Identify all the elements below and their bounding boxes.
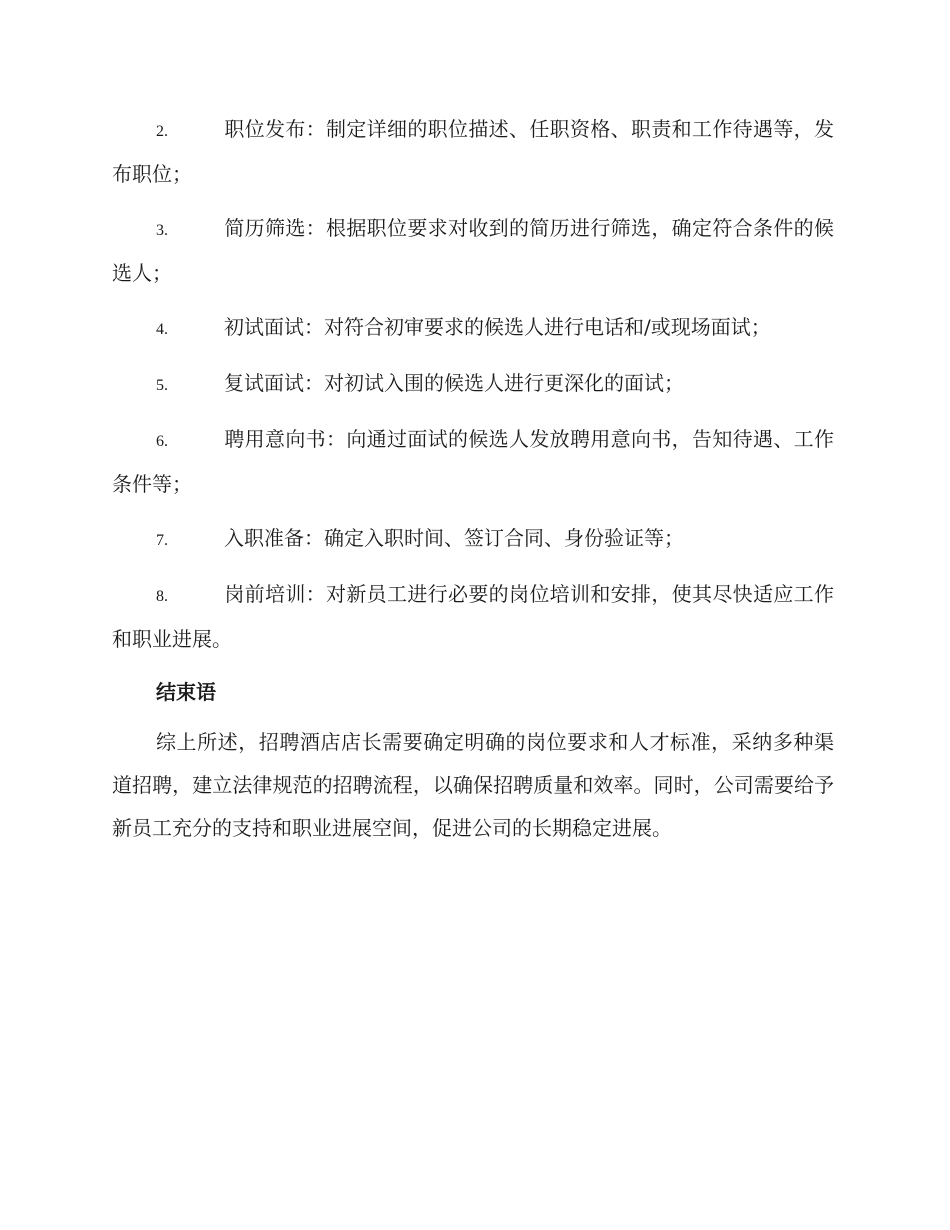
list-item-text: 岗前培训：对新员工进行必要的岗位培训和安排，使其尽快适应工作和职业进展。	[112, 582, 834, 651]
list-item	[112, 207, 834, 295]
list-item-number: 5.	[156, 377, 168, 394]
list-item	[112, 573, 834, 661]
list-item	[112, 306, 834, 351]
list-item-text: 聘用意向书：向通过面试的候选人发放聘用意向书，告知待遇、工作条件等；	[112, 427, 834, 496]
list-item	[112, 362, 834, 407]
list-item-number: 6.	[156, 433, 168, 450]
document-page	[112, 108, 834, 850]
list-item-text: 入职准备：确定入职时间、签订合同、身份验证等；	[224, 526, 684, 550]
section-heading: 结束语	[156, 680, 216, 704]
list-item-number: 4.	[156, 321, 168, 338]
list-item-text: 简历筛选：根据职位要求对收到的简历进行筛选，确定符合条件的候选人；	[112, 216, 834, 285]
list-item-text: 复试面试：对初试入围的候选人进行更深化的面试；	[224, 371, 684, 395]
list-item	[112, 108, 834, 196]
list-item	[112, 517, 834, 562]
list-item-number: 8.	[156, 588, 168, 605]
list-item-number: 3.	[156, 222, 168, 239]
list-item	[112, 418, 834, 506]
list-item-text: 初试面试：对符合初审要求的候选人进行电话和/或现场面试；	[224, 315, 771, 339]
list-item-text: 职位发布：制定详细的职位描述、任职资格、职责和工作待遇等，发布职位；	[112, 117, 834, 186]
conclusion-paragraph: 综上所述，招聘酒店店长需要确定明确的岗位要求和人才标准，采纳多种渠道招聘，建立法律规范的招聘流程，以确保招聘质量和效率。同时，公司需要给予新员工充分的支持和职业进展空间，促进公司的长期稳定进展。	[112, 730, 834, 840]
list-item-number: 7.	[156, 532, 168, 549]
list-item-number: 2.	[156, 123, 168, 140]
